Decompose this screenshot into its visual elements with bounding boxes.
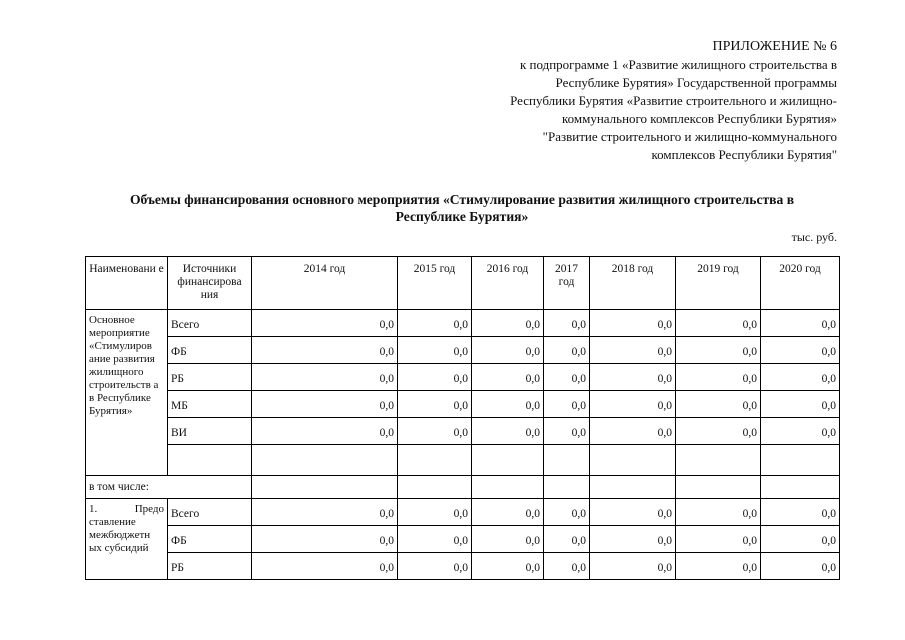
value-cell: 0,0	[398, 418, 472, 445]
sub-activity-name-rest: ставление межбюджетн ых субсидий	[89, 516, 151, 554]
value-cell: 0,0	[590, 364, 676, 391]
header-source: Источники финансирова ния	[168, 257, 252, 310]
table-row	[86, 391, 840, 418]
table-row	[86, 526, 840, 553]
value-cell: 0,0	[761, 364, 840, 391]
table-row-empty	[86, 445, 840, 476]
value-cell: 0,0	[252, 526, 398, 553]
source-cell: Всего	[168, 310, 252, 337]
financing-table	[85, 256, 840, 580]
value-cell: 0,0	[544, 364, 590, 391]
table-row	[86, 553, 840, 580]
table-row	[86, 310, 840, 337]
value-cell: 0,0	[472, 418, 544, 445]
empty-cell	[590, 445, 676, 476]
sub-activity-name-start: Предо	[134, 503, 164, 515]
value-cell: 0,0	[472, 364, 544, 391]
value-cell: 0,0	[252, 310, 398, 337]
value-cell: 0,0	[472, 391, 544, 418]
header-name: Наименовани е	[86, 257, 168, 310]
empty-cell	[398, 445, 472, 476]
header-2020: 2020 год	[761, 257, 840, 310]
empty-cell	[252, 445, 398, 476]
header-2014: 2014 год	[252, 257, 398, 310]
title-line-1: Объемы финансирования основного мероприятия «Стимулирование развития жилищного строительства в	[129, 192, 795, 207]
value-cell: 0,0	[590, 553, 676, 580]
table-header-row	[86, 257, 840, 310]
appendix-line: комплексов Республики Бурятия"	[651, 147, 837, 162]
value-cell: 0,0	[676, 364, 761, 391]
table-row	[86, 499, 840, 526]
title-line-2: Республике Бурятия»	[395, 209, 529, 224]
source-cell: РБ	[168, 553, 252, 580]
empty-cell	[472, 445, 544, 476]
value-cell: 0,0	[590, 418, 676, 445]
value-cell: 0,0	[472, 526, 544, 553]
value-cell: 0,0	[590, 337, 676, 364]
value-cell: 0,0	[761, 310, 840, 337]
value-cell: 0,0	[398, 526, 472, 553]
source-cell: МБ	[168, 391, 252, 418]
appendix-line: Республике Бурятия» Государственной программы	[555, 75, 837, 90]
value-cell: 0,0	[676, 310, 761, 337]
sub-activity-number: 1.	[89, 503, 98, 515]
value-cell: 0,0	[761, 499, 840, 526]
value-cell: 0,0	[544, 337, 590, 364]
table-row	[86, 364, 840, 391]
empty-cell	[168, 445, 252, 476]
value-cell: 0,0	[252, 418, 398, 445]
value-cell: 0,0	[472, 553, 544, 580]
value-cell: 0,0	[398, 310, 472, 337]
value-cell: 0,0	[544, 418, 590, 445]
empty-cell	[676, 445, 761, 476]
value-cell: 0,0	[761, 391, 840, 418]
table-row-in-total	[86, 476, 840, 499]
value-cell: 0,0	[676, 499, 761, 526]
empty-cell	[544, 476, 590, 499]
header-2017: 2017 год	[544, 257, 590, 310]
appendix-line: ПРИЛОЖЕНИЕ № 6	[712, 39, 837, 54]
appendix-line: Республики Бурятия «Развитие строительного и жилищно-	[510, 93, 837, 108]
empty-cell	[761, 445, 840, 476]
empty-cell	[761, 476, 840, 499]
value-cell: 0,0	[252, 499, 398, 526]
header-2015: 2015 год	[398, 257, 472, 310]
value-cell: 0,0	[252, 553, 398, 580]
value-cell: 0,0	[398, 499, 472, 526]
source-cell: ВИ	[168, 418, 252, 445]
empty-cell	[590, 476, 676, 499]
empty-cell	[252, 476, 398, 499]
value-cell: 0,0	[544, 526, 590, 553]
source-cell: ФБ	[168, 526, 252, 553]
value-cell: 0,0	[590, 310, 676, 337]
value-cell: 0,0	[761, 553, 840, 580]
value-cell: 0,0	[472, 337, 544, 364]
value-cell: 0,0	[590, 526, 676, 553]
table-row	[86, 337, 840, 364]
value-cell: 0,0	[544, 391, 590, 418]
value-cell: 0,0	[761, 418, 840, 445]
empty-cell	[398, 476, 472, 499]
value-cell: 0,0	[676, 553, 761, 580]
value-cell: 0,0	[544, 310, 590, 337]
empty-cell	[676, 476, 761, 499]
header-2016: 2016 год	[472, 257, 544, 310]
in-total-label: в том числе:	[86, 476, 252, 499]
appendix-line: к подпрограмме 1 «Развитие жилищного строительства в	[519, 57, 837, 72]
document-title	[86, 191, 838, 225]
appendix-line: "Развитие строительного и жилищно-коммунального	[542, 129, 837, 144]
value-cell: 0,0	[252, 364, 398, 391]
value-cell: 0,0	[590, 391, 676, 418]
empty-cell	[544, 445, 590, 476]
value-cell: 0,0	[590, 499, 676, 526]
value-cell: 0,0	[676, 418, 761, 445]
value-cell: 0,0	[398, 364, 472, 391]
value-cell: 0,0	[398, 553, 472, 580]
header-2018: 2018 год	[590, 257, 676, 310]
main-activity-name: Основное мероприятие «Стимулиров ание развития жилищного строительств а в Республике Бурятия»	[86, 310, 168, 476]
value-cell: 0,0	[676, 526, 761, 553]
header-2019: 2019 год	[676, 257, 761, 310]
value-cell: 0,0	[544, 553, 590, 580]
sub-activity-first-line	[89, 503, 164, 516]
value-cell: 0,0	[676, 391, 761, 418]
appendix-block	[510, 38, 837, 164]
appendix-line: коммунального комплексов Республики Бурятия»	[561, 111, 837, 126]
value-cell: 0,0	[472, 499, 544, 526]
value-cell: 0,0	[252, 337, 398, 364]
value-cell: 0,0	[398, 337, 472, 364]
source-cell: Всего	[168, 499, 252, 526]
value-cell: 0,0	[252, 391, 398, 418]
value-cell: 0,0	[398, 391, 472, 418]
units-label: тыс. руб.	[791, 230, 837, 244]
table-row	[86, 418, 840, 445]
source-cell: ФБ	[168, 337, 252, 364]
value-cell: 0,0	[676, 337, 761, 364]
value-cell: 0,0	[544, 499, 590, 526]
empty-cell	[472, 476, 544, 499]
value-cell: 0,0	[761, 526, 840, 553]
value-cell: 0,0	[761, 337, 840, 364]
source-cell: РБ	[168, 364, 252, 391]
sub-activity-name	[86, 499, 168, 580]
value-cell: 0,0	[472, 310, 544, 337]
